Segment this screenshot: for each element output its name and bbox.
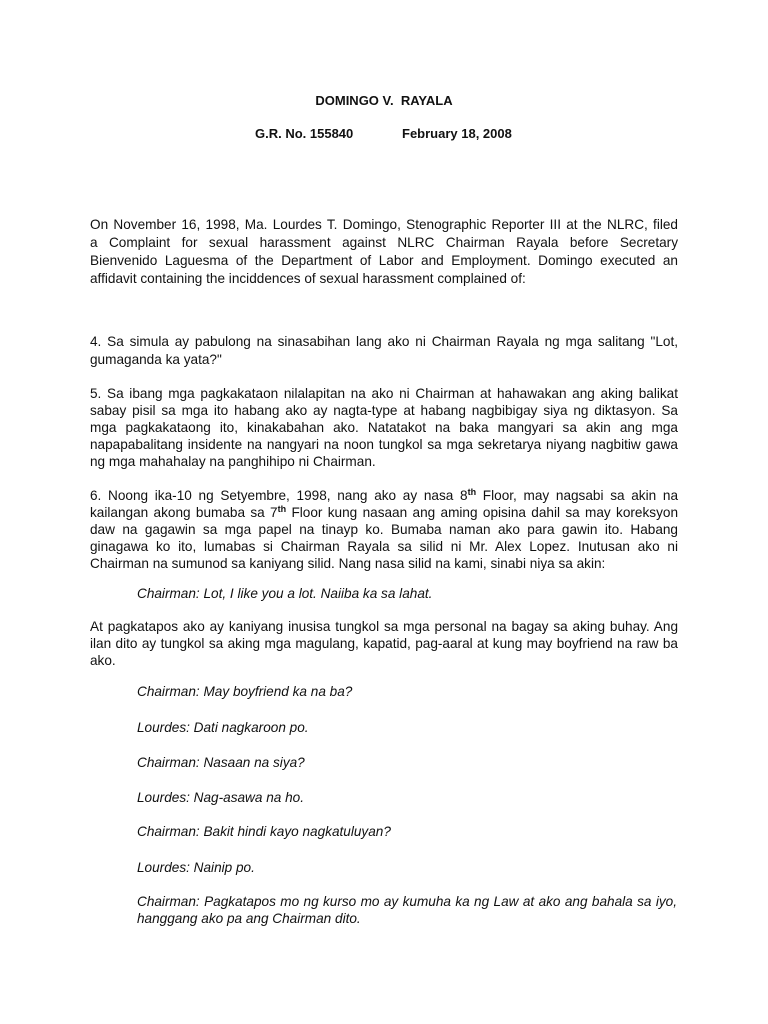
affidavit-item-5: [90, 385, 678, 470]
paragraph-line: gumaganda ka yata?": [90, 352, 222, 367]
dialogue-quote: [137, 585, 677, 602]
paragraph-line: ng mga mahahalay na panghihipo ni Chairman.: [90, 454, 376, 469]
dialogue-line: Chairman: Bakit hindi kayo nagkatuluyan?: [137, 824, 391, 839]
dialogue-entry: [137, 789, 677, 806]
paragraph-line: Bienvenido Laguesma of the Department of Labor and Employment. Domingo executed an: [90, 253, 678, 268]
dialogue-line: Chairman: Lot, I like you a lot. Naiiba ka sa lahat.: [137, 586, 433, 601]
ordinal-superscript: th: [467, 487, 477, 497]
paragraph-line: sabay pisil sa mga ito habang ako ay nagta-type at habang nagbibigay siya ng diktasyon. Sa: [90, 403, 678, 418]
dialogue-entry: [137, 823, 677, 840]
affidavit-item-6: [90, 487, 678, 572]
paragraph-line: [90, 487, 678, 504]
paragraph-line: At pagkatapos ako ay kaniyang inusisa tungkol sa mga personal na bagay sa aking buhay. Ang: [90, 619, 678, 634]
line-text: kailangan akong bumaba sa 7: [90, 505, 278, 520]
dialogue-entry: [137, 719, 677, 736]
paragraph-line: a Complaint for sexual harassment against NLRC Chairman Rayala before Secretary: [90, 235, 678, 250]
dialogue-line: Chairman: Nasaan na siya?: [137, 755, 305, 770]
ordinal-superscript: th: [277, 504, 287, 514]
narration-paragraph: [90, 618, 678, 669]
dialogue-entry: [137, 893, 677, 927]
paragraph-line: [90, 504, 678, 521]
dialogue-line: Chairman: Pagkatapos mo ng kurso mo ay kumuha ka ng Law at ako ang bahala sa iyo,: [137, 894, 677, 909]
case-date: February 18, 2008: [402, 126, 512, 141]
affidavit-item-4: [90, 333, 678, 369]
paragraph-line: ilan dito ay tungkol sa aking mga magulang, kapatid, pag-aaral at kung may boyfriend na raw ba: [90, 636, 678, 651]
paragraph-line: affidavit containing the inciddences of sexual harassment complained of:: [90, 271, 526, 286]
dialogue-line: Lourdes: Nag-asawa na ho.: [137, 790, 305, 805]
dialogue-entry: [137, 683, 677, 700]
line-text: 6. Noong ika-10 ng Setyembre, 1998, nang ako ay nasa 8: [90, 488, 468, 503]
dialogue-entry: [137, 859, 677, 876]
paragraph-line: ako.: [90, 653, 116, 668]
dialogue-entry: [137, 754, 677, 771]
case-number: G.R. No. 155840: [255, 126, 354, 141]
dialogue-line: Lourdes: Nainip po.: [137, 860, 255, 875]
paragraph-line: napapabalitang insidente na nangyari na noon tungkol sa mga sekretarya niyang nagbitiw gawa: [90, 437, 678, 452]
case-title: DOMINGO V. RAYALA: [315, 93, 453, 108]
dialogue-line: hanggang ako pa ang Chairman dito.: [137, 911, 361, 926]
line-text: Floor kung nasaan ang aming opisina dahil sa may koreksyon: [286, 505, 679, 520]
paragraph-line: daw na gagawin sa mga papel na tinayp ko. Bumaba naman ako para gawin ito. Habang: [90, 522, 678, 537]
paragraph-line: Chairman na sumunod sa kaniyang silid. Nang nasa silid na kami, sinabi niya sa akin:: [90, 556, 606, 571]
paragraph-line: mga pagkakataong ito, kinakabahan ako. Natatakot na baka mangyari sa akin ang mga: [90, 420, 678, 435]
paragraph-line: On November 16, 1998, Ma. Lourdes T. Domingo, Stenographic Reporter III at the NLRC, filed: [90, 217, 678, 232]
paragraph-line: ginagawa ko ito, lumabas si Chairman Rayala sa silid ni Mr. Alex Lopez. Inutusan ako ni: [90, 539, 678, 554]
paragraph-line: 4. Sa simula ay pabulong na sinasabihan lang ako ni Chairman Rayala ng mga salitang "Lot,: [90, 334, 678, 349]
line-text: Floor, may nagsabi sa akin na: [476, 488, 679, 503]
paragraph-line: 5. Sa ibang mga pagkakataon nilalapitan na ako ni Chairman at hahawakan ang aking balikat: [90, 386, 678, 401]
intro-paragraph: [90, 216, 678, 288]
dialogue-line: Chairman: May boyfriend ka na ba?: [137, 684, 353, 699]
dialogue-line: Lourdes: Dati nagkaroon po.: [137, 720, 309, 735]
